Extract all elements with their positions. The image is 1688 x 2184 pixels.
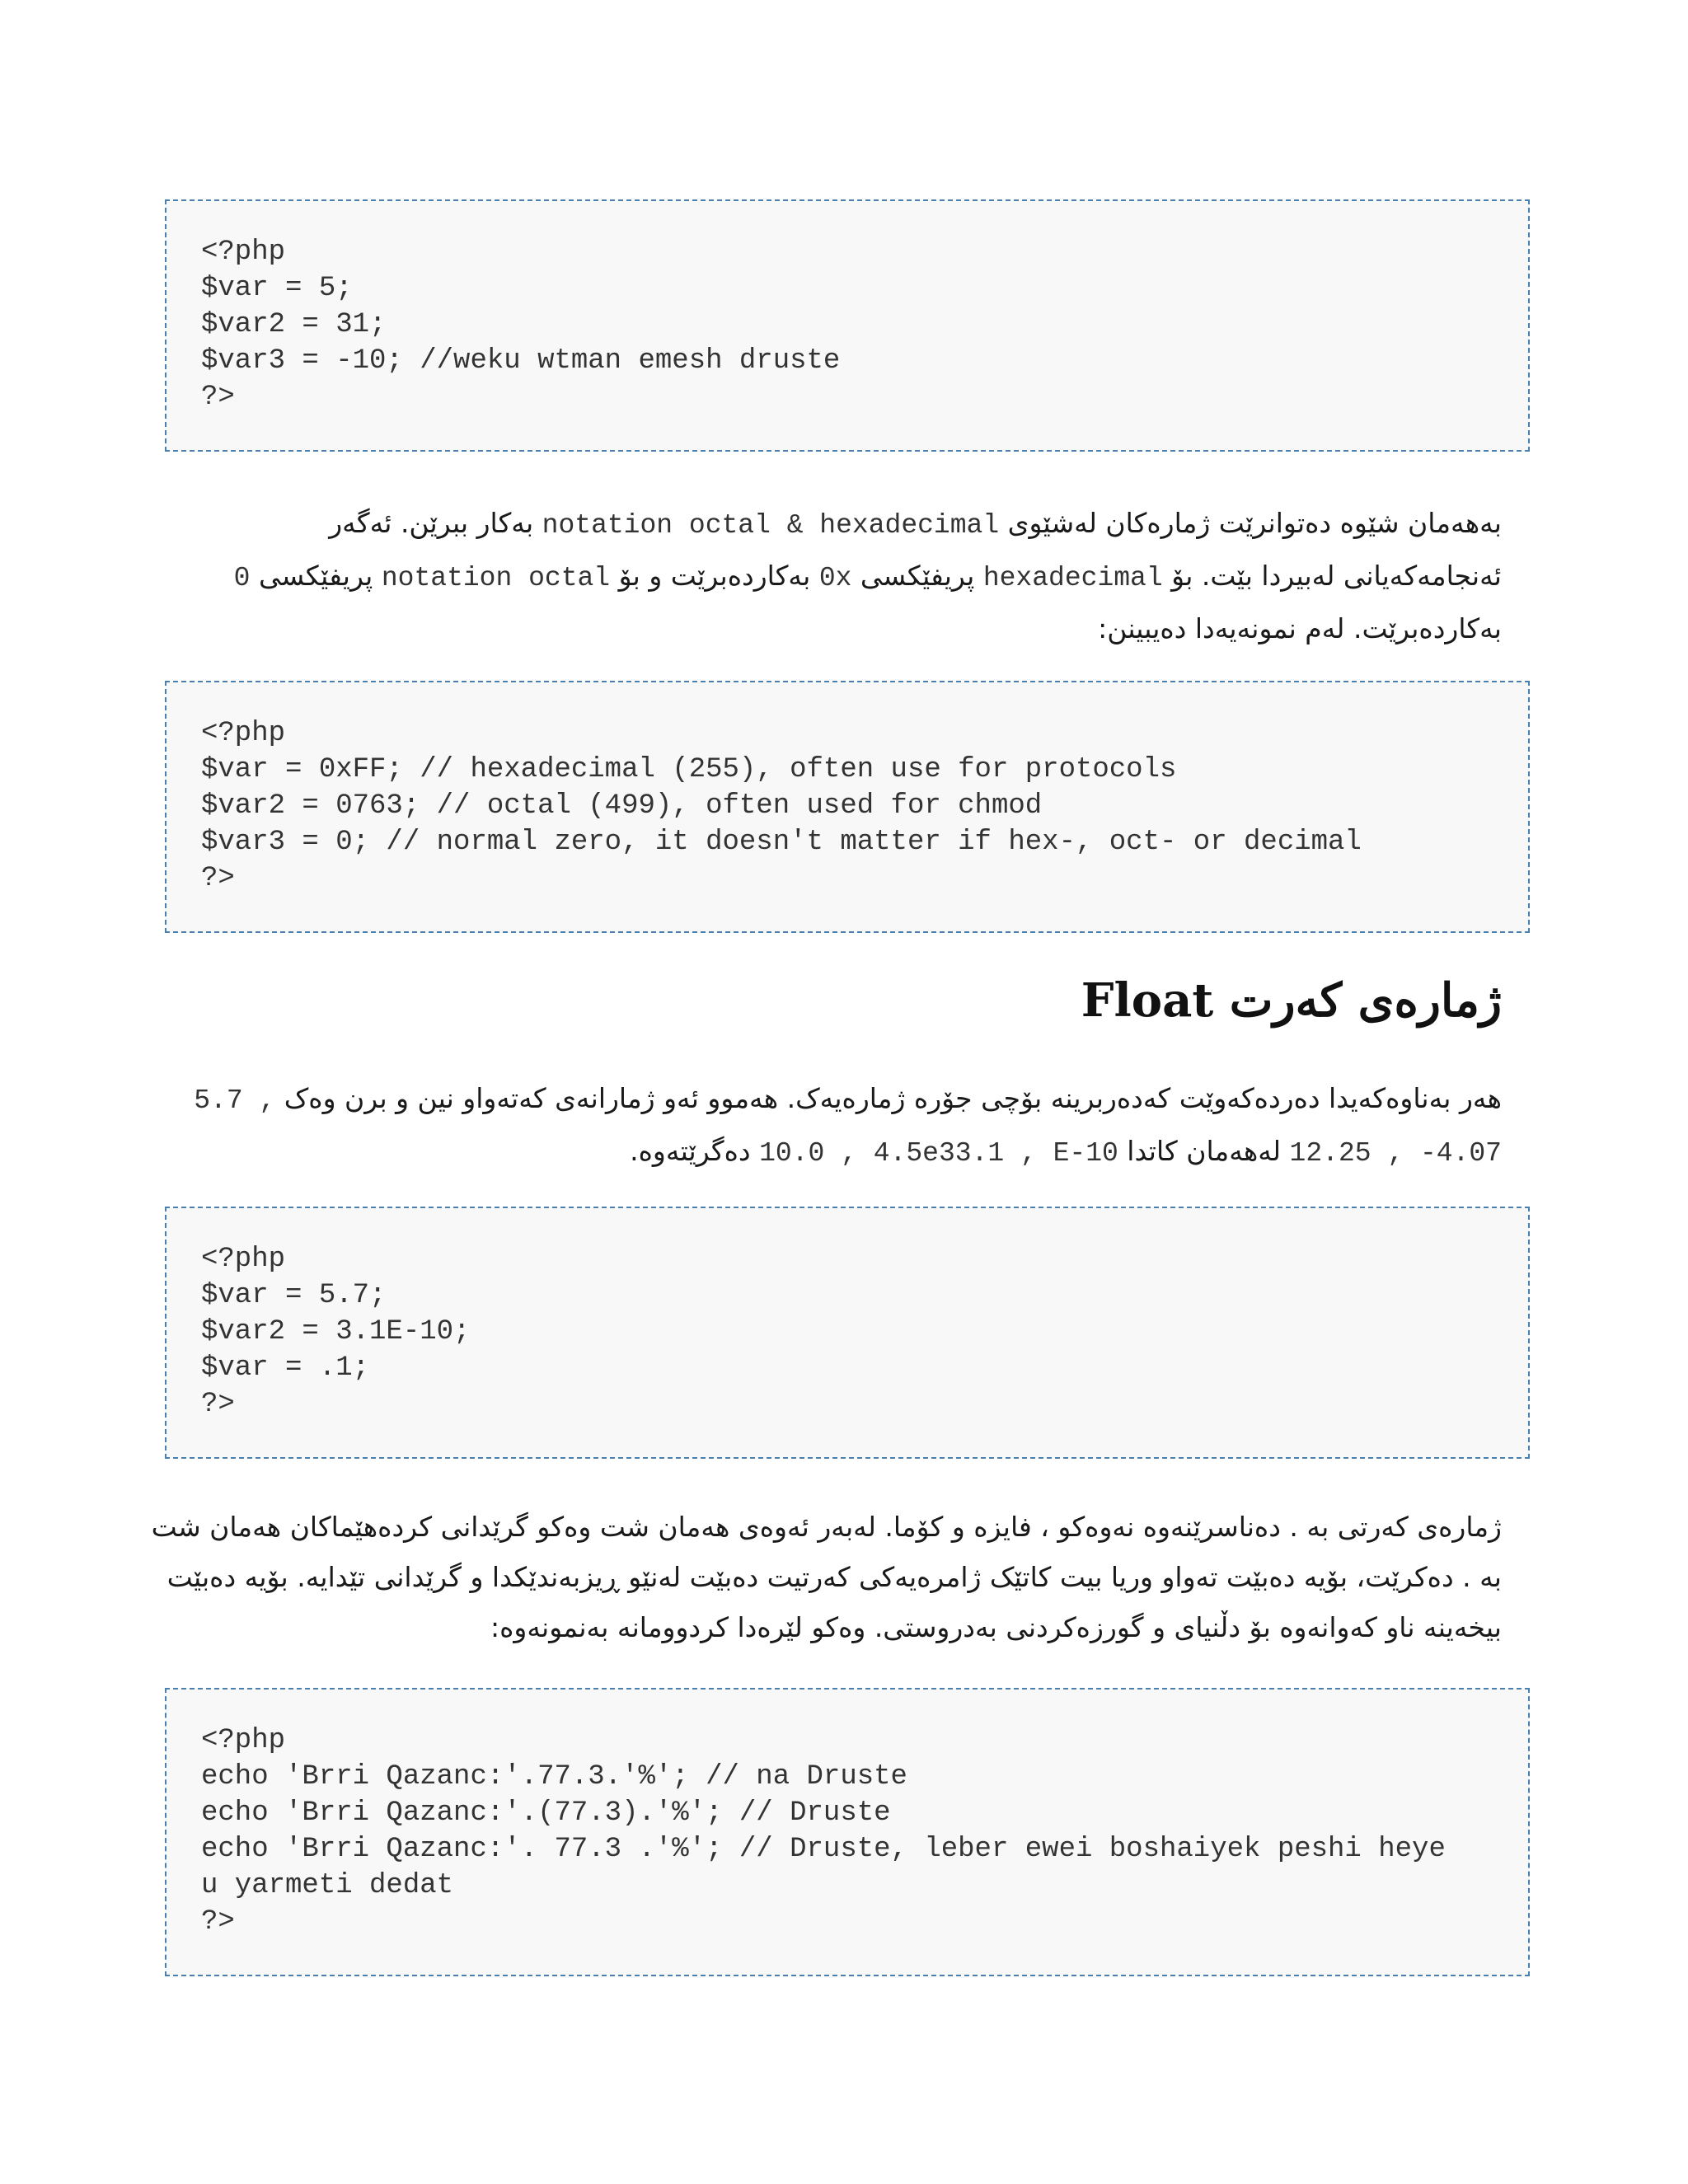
code-line: <?php — [201, 1725, 286, 1756]
inline-code: 10.0 , 4.5e33.1 , E-10 — [759, 1138, 1118, 1169]
text-run: دەگرێتەوە. — [630, 1135, 751, 1167]
code-line: echo 'Brri Qazanc:'.77.3.'%'; // na Druste — [201, 1761, 907, 1793]
text-run: ئەنجامەکەیانی لەبیردا بێت. بۆ — [1171, 560, 1502, 592]
code-line: $var3 = 0; // normal zero, it doesn't matter if hex-, oct- or decimal — [201, 827, 1362, 858]
text-run: پریفێکسی — [258, 560, 373, 592]
section-heading-float: ژمارەی کەرت Float — [1081, 973, 1502, 1028]
code-line: $var2 = 3.1E-10; — [201, 1316, 471, 1347]
code-line: $var2 = 0763; // octal (499), often used for chmod — [201, 790, 1043, 822]
code-line: echo 'Brri Qazanc:'.(77.3).'%'; // Druste — [201, 1797, 891, 1829]
paragraph-line — [165, 498, 1502, 551]
code-line: ?> — [201, 1906, 235, 1938]
inline-code: notation octal — [381, 563, 611, 593]
code-line: $var2 = 31; — [201, 309, 387, 340]
text-run: بەکاردەبرێت و بۆ — [618, 560, 811, 592]
code-line: $var = 5.7; — [201, 1280, 387, 1311]
code-line: <?php — [201, 718, 286, 749]
text-run: لەهەمان کاتدا — [1127, 1135, 1282, 1167]
paragraph-line — [165, 551, 1502, 603]
code-line: $var = 0xFF; // hexadecimal (255), often use for protocols — [201, 754, 1177, 785]
inline-code: hexadecimal — [982, 563, 1163, 593]
paragraph-line — [165, 1073, 1502, 1126]
code-line: ?> — [201, 863, 235, 894]
paragraph-line: بە . دەکرێت، بۆیە دەبێت تەواو وریا بیت کاتێک ژامرەیەکی کەرتیت دەبێت لەنێو ڕیزبەندێکدا و گرێدانی تێدایە. بۆیە دەبێت — [166, 1561, 1502, 1593]
text-run: بەکار ببرێن. ئەگەر — [329, 507, 534, 539]
code-block-integers — [165, 199, 1530, 452]
paragraph-line: ژمارەی کەرتی بە . دەناسرێنەوە نەوەکو ، فایزە و کۆما. لەبەر ئەوەی هەمان شت وەکو گرێدانی کردەهێماکان هەمان شت — [151, 1511, 1502, 1543]
inline-code: 0x — [818, 563, 852, 593]
code-block-octal-hex — [165, 681, 1530, 933]
code-line: ?> — [201, 382, 235, 413]
inline-code: notation octal & hexadecimal — [542, 510, 1000, 541]
code-line: $var = 5; — [201, 273, 353, 304]
code-line: u yarmeti dedat — [201, 1870, 454, 1901]
text-run: پریفێکسی — [860, 560, 975, 592]
paragraph-line — [165, 1126, 1502, 1179]
inline-code: 12.25 , -4.07 — [1289, 1138, 1502, 1169]
code-block-echo — [165, 1688, 1530, 1976]
paragraph-line: بەکاردەبرێت. لەم نمونەیەدا دەیبینن: — [1098, 612, 1502, 644]
paragraph-octal-hex — [165, 498, 1502, 654]
paragraph-float — [165, 1073, 1502, 1179]
paragraph-line: بیخەینە ناو کەوانەوە بۆ دڵنیای و گورزەکردنی بەدروستی. وەکو لێرەدا کردوومانە بەنمونەوە: — [490, 1611, 1502, 1643]
code-line: <?php — [201, 237, 286, 268]
code-line: $var3 = -10; //weku wtman emesh druste — [201, 345, 841, 377]
paragraph-float-concat — [151, 1502, 1502, 1652]
text-run: هەر بەناوەکەیدا دەردەکەوێت کەدەربرینە بۆچی جۆرە ژمارەیەک. هەموو ئەو ژمارانەی کەتەواو نین و برن وەک — [284, 1082, 1502, 1114]
code-block-float — [165, 1207, 1530, 1459]
inline-code: 0 — [233, 563, 251, 593]
code-line: $var = .1; — [201, 1352, 370, 1384]
code-line: ?> — [201, 1389, 235, 1420]
code-line: echo 'Brri Qazanc:'. 77.3 .'%'; // Druste, leber ewei boshaiyek peshi heye — [201, 1834, 1446, 1865]
text-run: بەهەمان شێوە دەتوانرێت ژمارەکان لەشێوی — [1007, 507, 1502, 539]
code-line: <?php — [201, 1244, 286, 1275]
inline-code: 5.7 , — [194, 1085, 276, 1116]
